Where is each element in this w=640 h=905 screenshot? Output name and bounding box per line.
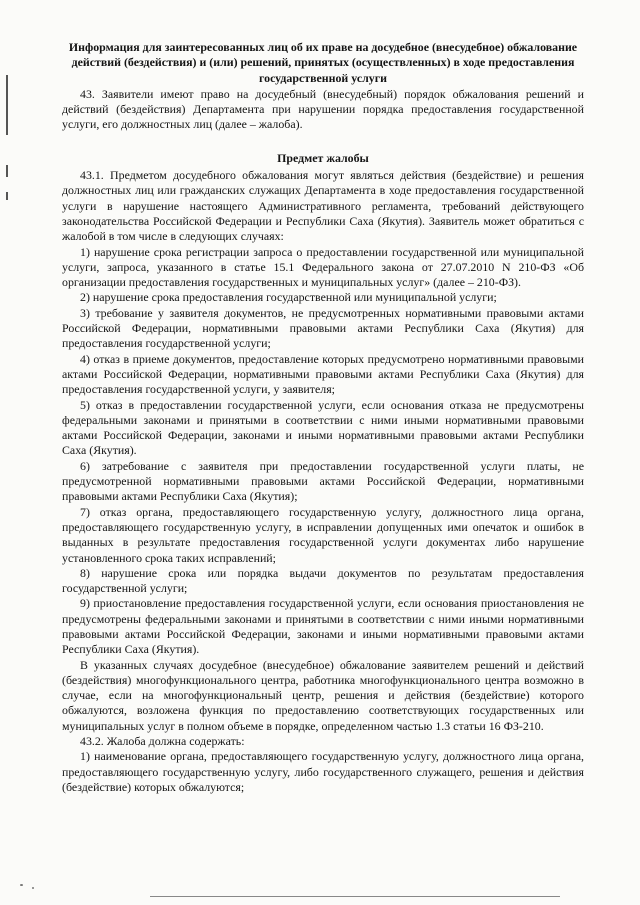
scan-bottom-edge: [150, 896, 560, 897]
mfc-paragraph: В указанных случаях досудебное (внесудебное) обжалование заявителем решений и действий (бездействия) многофункционального центра, работника многофункционального центра возможно в случае, если на многофункциональный центр, решения и действия (бездействие) которого обжалуются, возложена функция по предоставлению соответствующих государственных или муниципальных услуг в полном объеме в порядке, определенном частью 1.3 статьи 16 ФЗ-210.: [62, 657, 584, 733]
scan-margin-mark: [6, 165, 8, 177]
list-item-4: 4) отказ в приеме документов, предоставление которых предусмотрено нормативными правовыми актами Российской Федерации, нормативными правовыми актами Республики Саха (Якутия) для предоставления государственной услуги, у заявителя;: [62, 351, 584, 397]
document-title: Информация для заинтересованных лиц об их праве на досудебное (внесудебное) обжалование действий (бездействия) и (или) решений, принятых (осуществленных) в ходе предоставления государственной услуги: [68, 40, 578, 85]
intro-paragraph: 43. Заявители имеют право на досудебный (внесудебный) порядок обжалования решений и действий (бездействия) Департамента при нарушении порядка предоставления государственной услуги, его должностных лиц (далее – жалоба).: [62, 86, 584, 132]
paragraph-43-1: 43.1. Предметом досудебного обжалования могут являться действия (бездействие) и решения должностных лиц или гражданских служащих Департамента в ходе предоставления государственной услуги в нарушение настоящего Административного регламента, требований действующего законодательства Российской Федерации и Республики Саха (Якутия). Заявитель может обратиться с жалобой в том числе в следующих случаях:: [62, 168, 584, 244]
scan-speck: [20, 884, 23, 886]
list-item-5: 5) отказ в предоставлении государственной услуги, если основания отказа не предусмотрены федеральными законами и принятыми в соответствии с ними иными нормативными правовыми актами Российской Федерации, законами и иными нормативными правовыми актами Республики Саха (Якутия).: [62, 397, 584, 458]
section-heading: Предмет жалобы: [277, 150, 369, 165]
list-item-7: 7) отказ органа, предоставляющего государственную услугу, должностного лица органа, предоставляющего государственную услугу, в исправлении допущенных ими опечаток и ошибок в выданных в результате предоставления государственной услуги документах либо нарушение установленного срока таких исправлений;: [62, 504, 584, 565]
scan-margin-mark: [6, 75, 8, 135]
paragraph-43-2: 43.2. Жалоба должна содержать:: [80, 734, 245, 749]
list-item-3: 3) требование у заявителя документов, не предусмотренных нормативными правовыми актами Российской Федерации, нормативными правовыми актами Республики Саха (Якутия) для предоставления государственной услуги;: [62, 305, 584, 351]
document-page: [62, 40, 584, 795]
list-item-2: 2) нарушение срока предоставления государственной или муниципальной услуги;: [80, 290, 497, 305]
list-item-9: 9) приостановление предоставления государственной услуги, если основания приостановления не предусмотрены федеральными законами и принятыми в соответствии с ними иными нормативными правовыми актами Российской Федерации, законами и иными нормативными правовыми актами Республики Саха (Якутия).: [62, 596, 584, 657]
scan-speck: [32, 887, 34, 889]
complaint-item-1: 1) наименование органа, предоставляющего государственную услугу, должностного лица органа, предоставляющего государственную услугу, либо государственного служащего, решения и действия (бездействие) которых обжалуются;: [62, 749, 584, 794]
scan-margin-mark: [6, 192, 8, 200]
list-item-8: 8) нарушение срока или порядка выдачи документов по результатам предоставления государственной услуги;: [62, 565, 584, 596]
list-item-1: 1) нарушение срока регистрации запроса о предоставлении государственной или муниципальной услуги, запроса, указанного в статье 15.1 Федерального закона от 27.07.2010 N 210-ФЗ «Об организации предоставления государственных и муниципальных услуг» (далее – 210-ФЗ).: [62, 244, 584, 290]
list-item-6: 6) затребование с заявителя при предоставлении государственной услуги платы, не предусмотренной нормативными правовыми актами Российской Федерации, нормативными правовыми актами Республики Саха (Якутия);: [62, 458, 584, 504]
